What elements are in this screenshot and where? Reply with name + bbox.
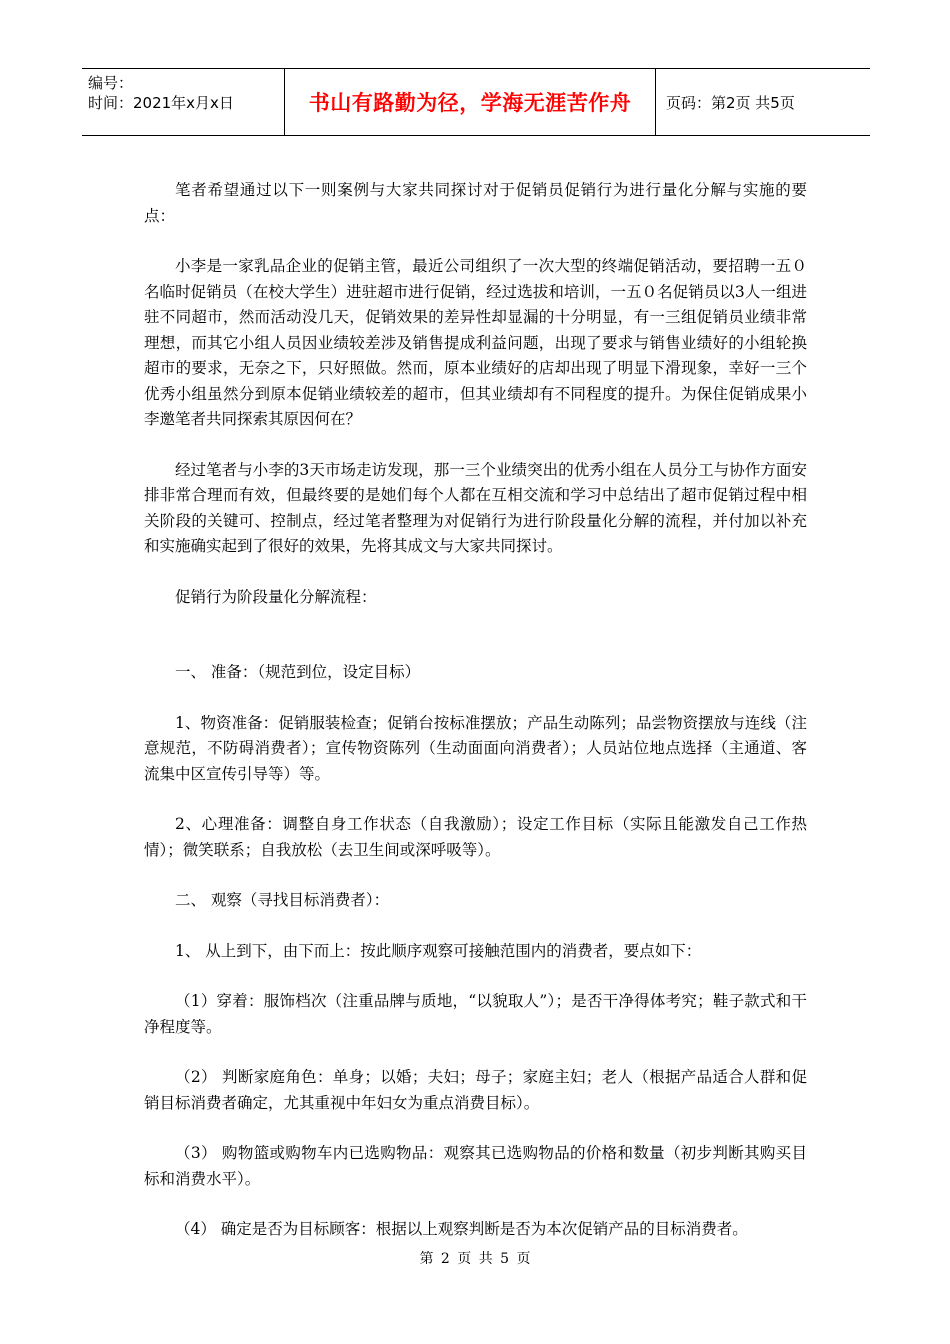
document-number-label: 编号：	[88, 74, 134, 92]
section-heading-observe: 二、 观察（寻找目标消费者）：	[175, 891, 390, 909]
paragraph-clothing: （1）穿着：服饰档次（注重品牌与质地，“以貌取人”）；是否干净得体考究；鞋子款式和干净程度等。	[144, 992, 807, 1036]
process-title: 促销行为阶段量化分解流程：	[175, 587, 377, 606]
section-heading-prepare: 一、 准备：（规范到位，设定目标）	[175, 663, 421, 681]
paragraph-target-check: （4） 确定是否为目标顾客：根据以上观察判断是否为本次促销产品的目标消费者。	[175, 1220, 748, 1238]
motto-text: 书山有路勤为径，学海无涯苦作舟	[308, 91, 632, 115]
paragraph-findings: 经过笔者与小李的3天市场走访发现，那一三个业绩突出的优秀小组在人员分工与协作方面安排非常合理而有效，但最终要的是她们每个人都在互相交流和学习中总结出了超市促销过程中相关阶段的关键可、控制点，经过笔者整理为对促销行为进行阶段量化分解的流程，并付加以补充和实施确实起到了很好的效果，先将其成文与大家共同探讨。	[144, 460, 807, 555]
page-header	[82, 68, 870, 136]
paragraph-intro: 笔者希望通过以下一则案例与大家共同探讨对于促销员促销行为进行量化分解与实施的要点：	[144, 181, 807, 225]
paragraph-basket: （3） 购物篮或购物车内已选购物品：观察其已选购物品的价格和数量（初步判断其购买目标和消费水平）。	[144, 1144, 807, 1188]
paragraph-family-role: （2） 判断家庭角色：单身；以婚；夫妇；母子；家庭主妇；老人（根据产品适合人群和促销目标消费者确定，尤其重视中年妇女为重点消费目标）。	[144, 1068, 807, 1112]
document-date-label: 时间：2021年x月x日	[88, 94, 234, 112]
paragraph-mental-prep: 2、心理准备：调整自身工作状态（自我激励）；设定工作目标（实际且能激发自己工作热情）；微笑联系；自我放松（去卫生间或深呼吸等）。	[144, 815, 807, 859]
header-page-info	[656, 69, 870, 135]
paragraph-material-prep: 1、物资准备：促销服装检查；促销台按标准摆放；产品生动陈列；品尝物资摆放与连线（注意规范，不防碍消费者）；宣传物资陈列（生动面面向消费者）；人员站位地点选择（主通道、客流集中区宣传引导等）等。	[144, 713, 807, 783]
page-footer: 第 2 页 共 5 页	[419, 1251, 531, 1267]
paragraph-observe-order: 1、 从上到下，由下而上：按此顺序观察可接触范围内的消费者，要点如下：	[175, 941, 702, 960]
document-body	[144, 178, 807, 1243]
page-info-text: 页码：第2页 共5页	[666, 93, 795, 112]
paragraph-case: 小李是一家乳品企业的促销主管，最近公司组织了一次大型的终端促销活动，要招聘一五０名临时促销员（在校大学生）进驻超市进行促销，经过选拔和培训，一五０名促销员以3人一组进驻不同超市，然而活动没几天，促销效果的差异性却显漏的十分明显，有一三组促销员业绩非常理想，而其它小组人员因业绩较差涉及销售提成利益问题，出现了要求与销售业绩好的小组轮换超市的要求，无奈之下，只好照做。然而，原本业绩好的店却出现了明显下滑现象，幸好一三个优秀小组虽然分到原本促销业绩较差的超市，但其业绩却有不同程度的提升。为保住促销成果小李邀笔者共同探索其原因何在？	[144, 257, 807, 428]
header-motto	[284, 69, 656, 135]
header-meta	[82, 69, 284, 135]
